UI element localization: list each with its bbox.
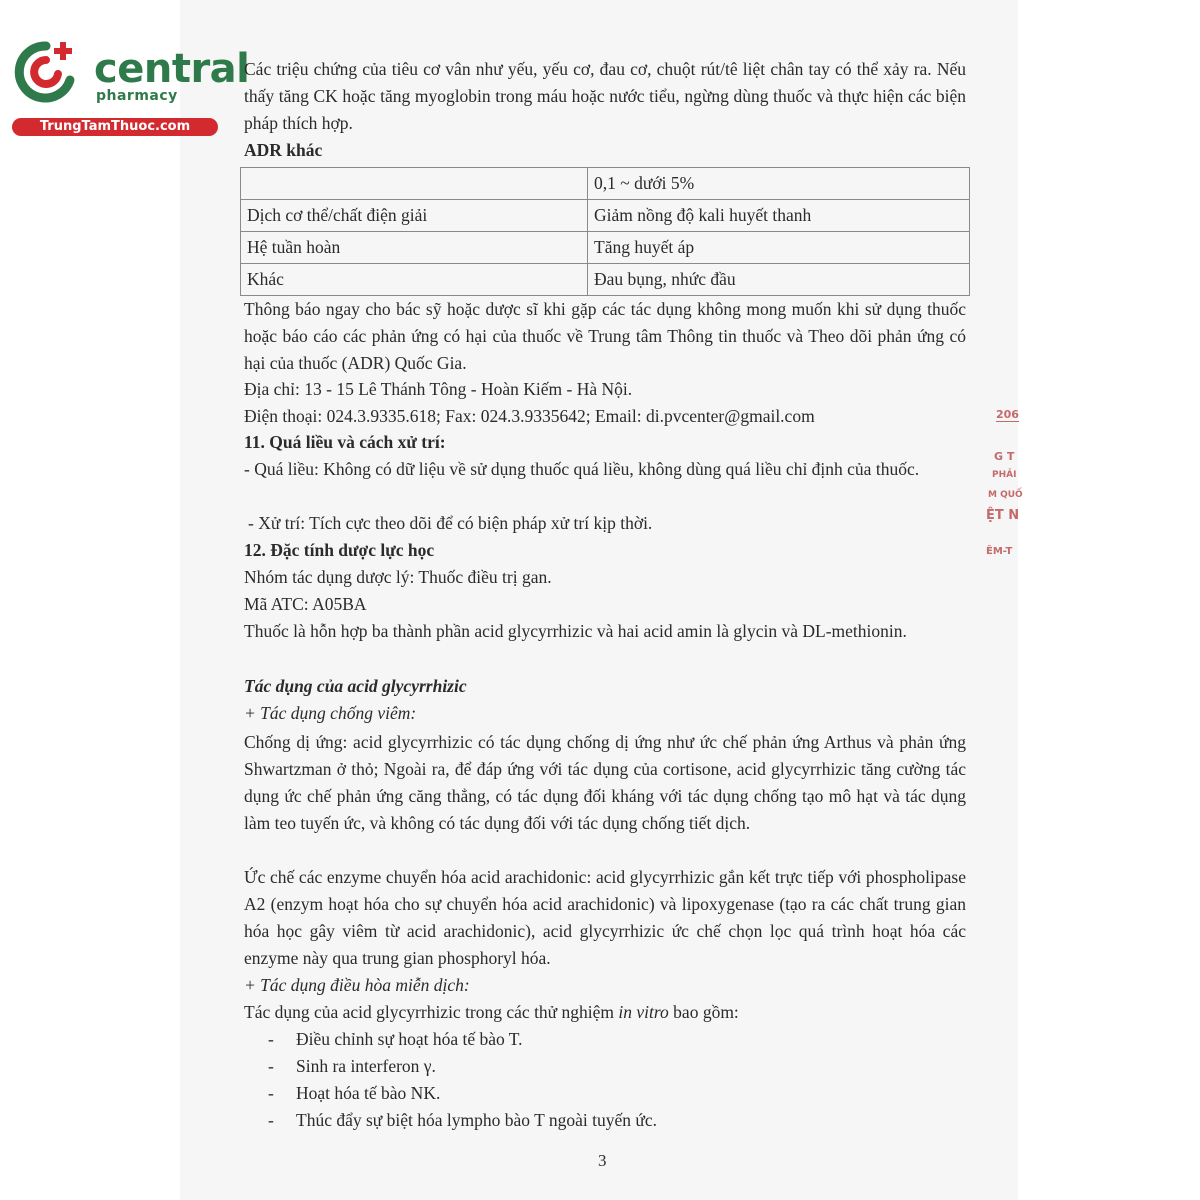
glycyrrhizic-effects-heading: Tác dụng của acid glycyrrhizic [244,676,467,696]
address-line: Địa chỉ: 13 - 15 Lê Thánh Tông - Hoàn Kiếm - Hà Nội. [244,379,633,399]
stamp-text: ÊM-T [986,546,1013,557]
page-number: 3 [598,1151,607,1170]
anti-inflammatory-heading: + Tác dụng chống viêm: [244,703,417,723]
stamp-text: PHẢI [992,470,1017,480]
rhabdomyolysis-paragraph: Các triệu chứng của tiêu cơ vân như yếu, yếu cơ, đau cơ, chuột rút/tê liệt chân tay có thể xảy ra. Nếu thấy tăng CK hoặc tăng myoglobin trong máu hoặc nước tiểu, ngừng dùng thuốc và thực hiện các biện pháp thích hợp. [244,59,966,133]
stamp-text: M QUỐ [988,490,1023,500]
list-item-text: Sinh ra interferon γ. [296,1056,436,1076]
table-cell: Giảm nồng độ kali huyết thanh [588,200,970,232]
treatment-line: - Xử trí: Tích cực theo dõi để có biện pháp xử trí kịp thời. [248,513,653,533]
table-cell: 0,1 ~ dưới 5% [588,168,970,200]
adr-table [240,167,970,296]
table-cell: Khác [241,264,588,296]
table-cell: Tăng huyết áp [588,232,970,264]
pharmacy-cross-icon [12,38,80,106]
table-cell: Hệ tuần hoàn [241,232,588,264]
invitro-emphasis: in vitro [618,1002,669,1022]
table-row [241,264,970,296]
logo-wordmark: central [94,46,250,92]
stamp-text: 206 [996,408,1019,421]
contact-line: Điện thoại: 024.3.9335.618; Fax: 024.3.9335642; Email: di.pvcenter@gmail.com [244,406,815,426]
list-dash: - [268,1056,274,1076]
table-cell: Đau bụng, nhức đầu [588,264,970,296]
invitro-intro [244,999,739,1026]
list-item [268,1080,440,1107]
logo-url-badge: TrungTamThuoc.com [12,118,218,136]
list-item [268,1026,523,1053]
approval-stamp-fragment [986,408,1022,578]
list-dash: - [268,1110,274,1130]
list-item-text: Hoạt hóa tế bào NK. [296,1083,441,1103]
table-cell: Dịch cơ thể/chất điện giải [241,200,588,232]
pharmacologic-group: Nhóm tác dụng dược lý: Thuốc điều trị gan. [244,567,552,587]
anti-allergy-paragraph: Chống dị ứng: acid glycyrrhizic có tác dụng chống dị ứng như ức chế phản ứng Arthus và phản ứng Shwartzman ở thỏ; Ngoài ra, để đáp ứng với tác dụng của cortisone, acid glycyrrhizic tăng cường tác dụng ức chế phản ứng căng thẳng, có tác dụng đối kháng với tác dụng chống tạo mô hạt và tác dụng làm teo tuyến ức, và không có tác dụng đối với tác dụng chống tiết dịch. [244,732,966,833]
table-cell [241,168,588,200]
stamp-text: G T [994,450,1015,463]
table-row [241,200,970,232]
list-dash: - [268,1083,274,1103]
composition-paragraph: Thuốc là hỗn hợp ba thành phần acid glycyrrhizic và hai acid amin là glycin và DL-methionin. [244,621,907,641]
list-item [268,1053,436,1080]
list-item [268,1107,657,1134]
section-12-heading: 12. Đặc tính dược lực học [244,540,435,560]
adr-report-paragraph: Thông báo ngay cho bác sỹ hoặc dược sĩ khi gặp các tác dụng không mong muốn khi sử dụng thuốc hoặc báo cáo các phản ứng có hại của thuốc về Trung tâm Thông tin thuốc và Theo dõi phản ứng có hại của thuốc (ADR) Quốc Gia. [244,299,966,373]
list-item-text: Thúc đẩy sự biệt hóa lympho bào T ngoài tuyến ức. [296,1110,657,1130]
immunomodulation-heading: + Tác dụng điều hòa miễn dịch: [244,975,470,995]
stamp-text: ỆT N [986,508,1020,523]
invitro-text-after: bao gồm: [668,1002,739,1022]
list-item-text: Điều chỉnh sự hoạt hóa tế bào T. [296,1029,523,1049]
table-row [241,232,970,264]
atc-code: Mã ATC: A05BA [244,594,367,614]
adr-heading: ADR khác [244,140,323,160]
central-pharmacy-logo[interactable] [8,38,250,138]
invitro-text-before: Tác dụng của acid glycyrrhizic trong các thử nghiệm [244,1002,619,1022]
section-11-heading: 11. Quá liều và cách xử trí: [244,432,446,452]
enzyme-inhibition-paragraph: Ức chế các enzyme chuyển hóa acid arachidonic: acid glycyrrhizic gắn kết trực tiếp với phospholipase A2 (enzym hoạt hóa cho sự chuyển hóa acid arachidonic) và lipoxygenase (tạo ra các chất trung gian hóa học gây viêm từ acid arachidonic), acid glycyrrhizic ức chế chọn lọc quá trình hoạt hóa các enzyme này qua trung gian phosphoryl hóa. [244,867,966,968]
table-header-row [241,168,970,200]
overdose-paragraph: - Quá liều: Không có dữ liệu về sử dụng thuốc quá liều, không dùng quá liều chỉ định của thuốc. [244,459,920,479]
list-dash: - [268,1029,274,1049]
logo-subtitle: pharmacy [96,88,178,104]
